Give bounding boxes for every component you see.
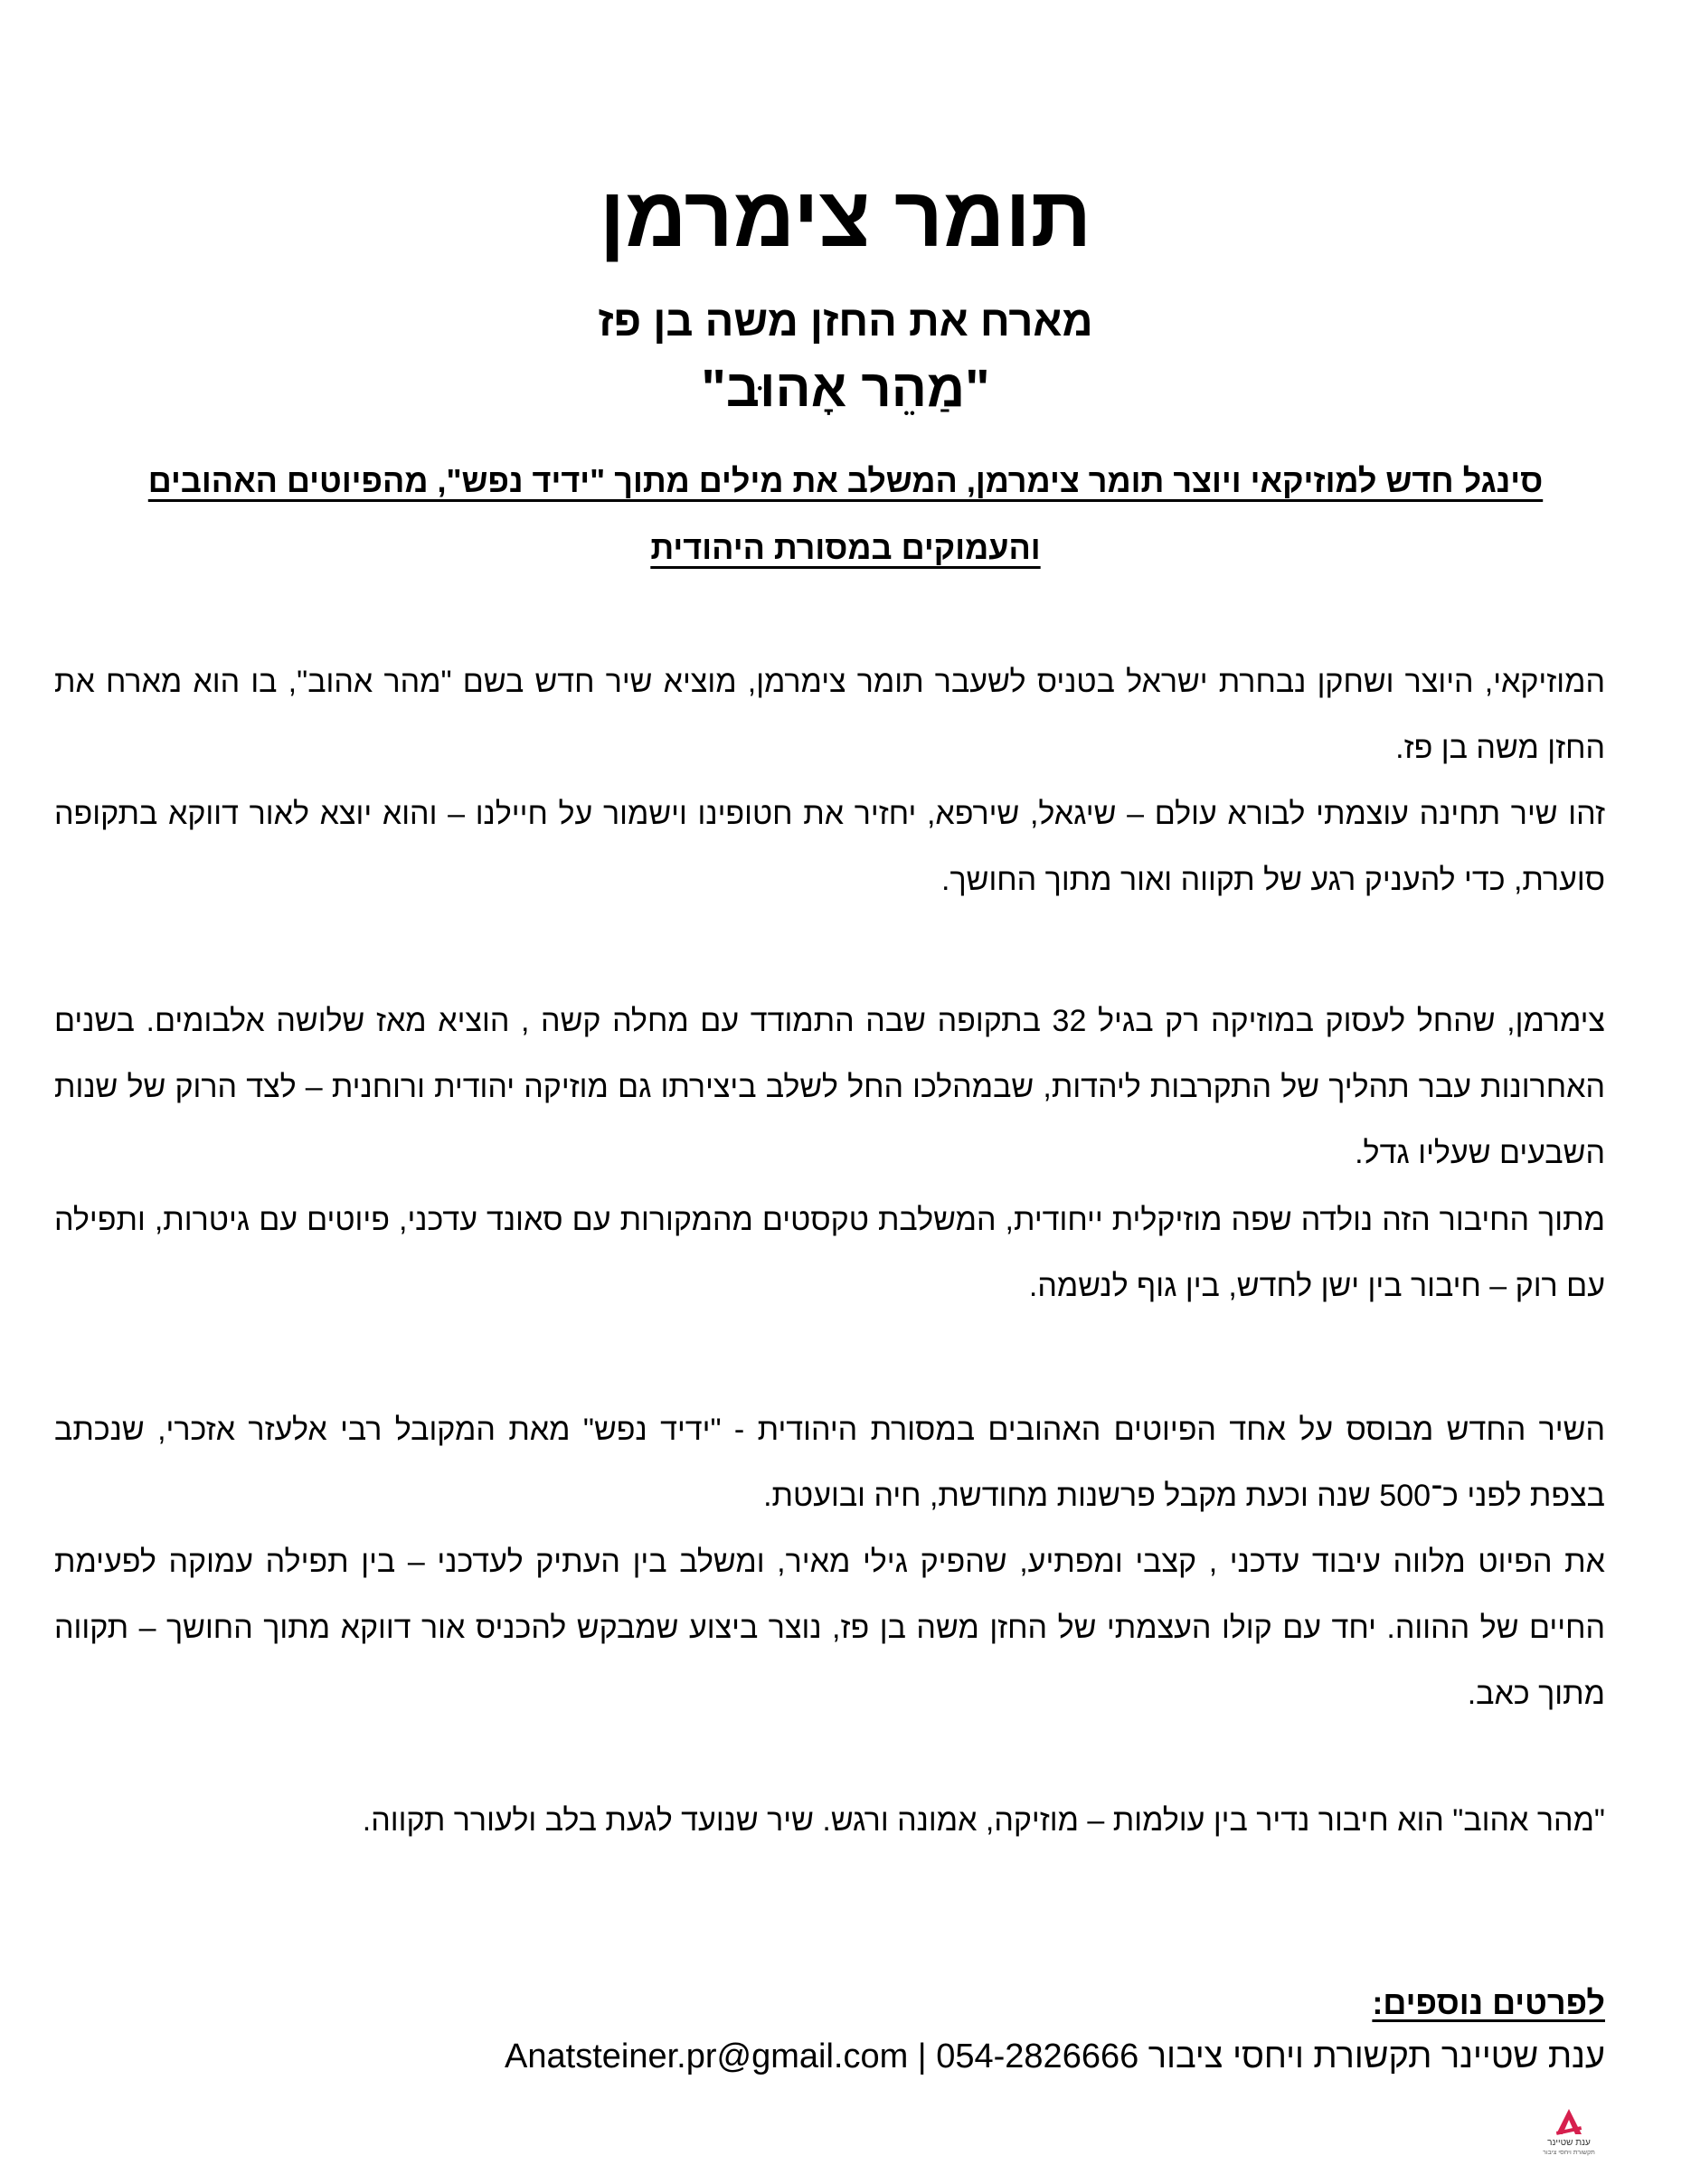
logo-mark-icon — [1554, 2107, 1584, 2138]
paragraph: את הפיוט מלווה עיבוד עדכני , קצבי ומפתיע, שהפיק גילי מאיר, ומשלב בין העתיק לעדכני – בין תפילה עמוקה לפעימת החיים של ההווה. יחד עם קולו העצמתי של החזן משה בן פז, נוצר ביצוע שמבקש להכניס אור דווקא מתוך החושך – תקווה מתוך כאב. — [54, 1545, 1605, 1711]
paragraph: זהו שיר תחינה עוצמתי לבורא עולם – שיגאל, שירפא, יחזיר את חטופינו וישמור על חיילנו – והוא יוצא לאור דווקא בתקופה סוערת, כדי להעניק רגע של תקווה ואור מתוך החושך. — [54, 797, 1605, 897]
contact-details: ענת שטיינר תקשורת ויחסי ציבור 054-2826666 | Anatsteiner.pr@gmail.com — [505, 2037, 1605, 2075]
headline: סינגל חדש למוזיקאי ויוצר תומר צימרמן, המשלב את מילים מתוך "ידיד נפש", מהפיוטים האהובים והעמוקים במסורת היהודית — [147, 462, 1544, 566]
logo-tagline: תקשורת ויחסי ציבור — [1543, 2150, 1595, 2156]
song-title: "מַהֵר אָהוּב" — [701, 359, 990, 418]
paragraph: צימרמן, שהחל לעסוק במוזיקה רק בגיל 32 בתקופה שבה התמודד עם מחלה קשה , הוציא מאז שלושה אלבומים. בשנים האחרונות עבר תהליך של התקרבות ליהדות, שבמהלכו החל לשלב ביצירתו גם מוזיקה יהודית ורוחנית – לצד הרוק של שנות השבעים שעליו גדל. — [54, 1004, 1605, 1170]
paragraph: "מהר אהוב" הוא חיבור נדיר בין עולמות – מוזיקה, אמונה ורגש. שיר שנועד לגעת בלב ולעורר תקווה. — [362, 1803, 1605, 1838]
paragraph: השיר החדש מבוסס על אחד הפיוטים האהובים במסורת היהודית - "ידיד נפש" מאת המקובל רבי אלעזר אזכרי, שנכתב בצפת לפני כ־500 שנה וכעת מקבל פרשנות מחודשת, חיה ובועטת. — [54, 1413, 1605, 1513]
subtitle: מארח את החזן משה בן פז — [598, 297, 1093, 345]
paragraph: מתוך החיבור הזה נולדה שפה מוזיקלית ייחודית, המשלבת טקסטים מהמקורות עם סאונד עדכני, פיוטים עם גיטרות, ותפילה עם רוק – חיבור בין ישן לחדש, בין גוף לנשמה. — [54, 1203, 1605, 1303]
paragraph: המוזיקאי, היוצר ושחקן נבחרת ישראל בטניס לשעבר תומר צימרמן, מוציא שיר חדש בשם "מהר אהוב", בו הוא מארח את החזן משה בן פז. — [54, 665, 1605, 765]
company-logo — [1537, 2107, 1601, 2172]
logo-name: ענת שטיינר — [1547, 2138, 1591, 2148]
contact-label: לפרטים נוספים: — [1372, 1984, 1605, 2021]
page-title: תומר צימרמן — [599, 169, 1092, 264]
